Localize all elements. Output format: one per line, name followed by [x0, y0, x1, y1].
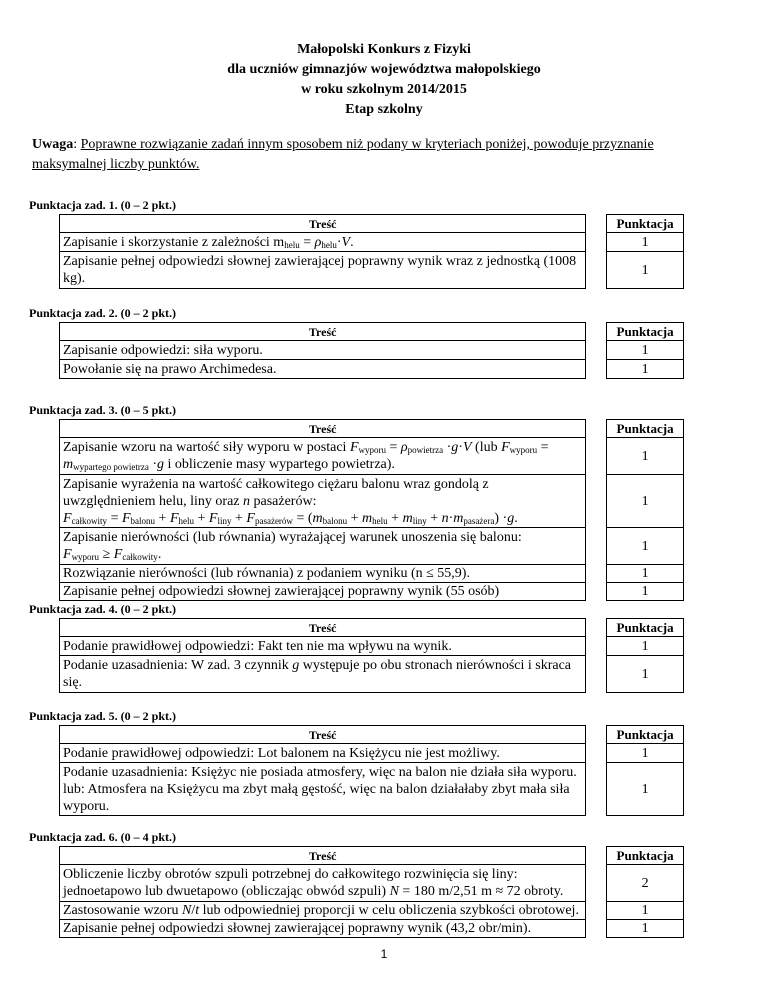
table-row	[60, 763, 684, 816]
criterion-points: 1	[607, 744, 684, 763]
table-row	[60, 920, 684, 938]
table-row	[60, 744, 684, 763]
criterion-points: 1	[607, 902, 684, 920]
scoring-table	[59, 725, 684, 816]
task-heading: Punktacja zad. 6. (0 – 4 pkt.)	[29, 830, 177, 844]
scoring-table	[59, 419, 684, 601]
table-row	[60, 902, 684, 920]
criterion-points: 1	[607, 341, 684, 360]
scoring-table	[59, 322, 684, 379]
column-header-points: Punktacja	[607, 420, 684, 438]
table-header-row	[60, 619, 684, 637]
column-header-content: Treść	[60, 847, 586, 865]
column-gap	[586, 865, 607, 902]
column-gap	[586, 847, 607, 865]
column-gap	[586, 528, 607, 565]
column-gap	[586, 583, 607, 601]
task-heading: Punktacja zad. 4. (0 – 2 pkt.)	[29, 602, 177, 616]
criterion-points: 1	[607, 252, 684, 289]
criterion-text: Zapisanie i skorzystanie z zależności $m_{helu} = \rho_{helu}\cdot V$.	[60, 233, 586, 252]
column-gap	[586, 252, 607, 289]
criterion-points: 1	[607, 763, 684, 816]
table-header-row	[60, 420, 684, 438]
page-number: 1	[380, 947, 388, 961]
criterion-points: 2	[607, 865, 684, 902]
criterion-text: Rozwiązanie nierówności (lub równania) z podaniem wyniku (n ≤ 55,9).	[60, 565, 586, 583]
column-header-content: Treść	[60, 726, 586, 744]
column-gap	[586, 726, 607, 744]
criterion-points: 1	[607, 360, 684, 379]
column-gap	[586, 763, 607, 816]
column-gap	[586, 656, 607, 693]
criterion-points: 1	[607, 656, 684, 693]
title-line-4: Etap szkolny	[345, 102, 423, 117]
table-row	[60, 528, 684, 565]
criterion-text: Podanie uzasadnienia: Księżyc nie posiada atmosfery, więc na balon nie działa siła wyporu. lub: Atmosfera na Księżycu ma zbyt małą gęstość, więc na balon działałaby zbyt mała siła wyporu.	[60, 763, 586, 816]
criterion-text: Podanie prawidłowej odpowiedzi: Lot balonem na Księżycu nie jest możliwy.	[60, 744, 586, 763]
scoring-table	[59, 618, 684, 693]
column-header-points: Punktacja	[607, 847, 684, 865]
column-gap	[586, 341, 607, 360]
criterion-points: 1	[607, 475, 684, 528]
column-gap	[586, 920, 607, 938]
criterion-points: 1	[607, 528, 684, 565]
table-row	[60, 565, 684, 583]
table-row	[60, 865, 684, 902]
column-gap	[586, 637, 607, 656]
scoring-table	[59, 846, 684, 938]
criterion-text: Zapisanie odpowiedzi: siła wyporu.	[60, 341, 586, 360]
table-row	[60, 475, 684, 528]
scoring-table	[59, 214, 684, 289]
criterion-text: Podanie prawidłowej odpowiedzi: Fakt ten nie ma wpływu na wynik.	[60, 637, 586, 656]
column-header-content: Treść	[60, 323, 586, 341]
column-gap	[586, 360, 607, 379]
column-gap	[586, 902, 607, 920]
column-gap	[586, 420, 607, 438]
criterion-text: Zapisanie pełnej odpowiedzi słownej zawierającej poprawny wynik (55 osób)	[60, 583, 586, 601]
table-row	[60, 233, 684, 252]
note-paragraph: Uwaga: Poprawne rozwiązanie zadań innym sposobem niż podany w kryteriach poniżej, powoduje przyznanie maksymalnej liczby punktów.	[32, 137, 654, 172]
column-header-points: Punktacja	[607, 215, 684, 233]
criterion-text: Zastosowanie wzoru N/t lub odpowiedniej proporcji w celu obliczenia szybkości obrotowej.	[60, 902, 586, 920]
column-header-content: Treść	[60, 215, 586, 233]
column-gap	[586, 565, 607, 583]
column-gap	[586, 475, 607, 528]
column-header-points: Punktacja	[607, 619, 684, 637]
criterion-points: 1	[607, 920, 684, 938]
note-text: Poprawne rozwiązanie zadań innym sposobem niż podany w kryteriach poniżej, powoduje przyznanie maksymalnej liczby punktów.	[32, 137, 654, 172]
column-gap	[586, 438, 607, 475]
table-row	[60, 637, 684, 656]
column-header-content: Treść	[60, 420, 586, 438]
criterion-text: Zapisanie nierówności (lub równania) wyrażającej warunek unoszenia się balonu: $F_{wyporu} \ge F_{całkowity}$.	[60, 528, 586, 565]
table-row	[60, 252, 684, 289]
column-gap	[586, 744, 607, 763]
table-header-row	[60, 726, 684, 744]
task-heading: Punktacja zad. 2. (0 – 2 pkt.)	[29, 306, 177, 320]
table-row	[60, 341, 684, 360]
table-header-row	[60, 847, 684, 865]
task-heading: Punktacja zad. 3. (0 – 5 pkt.)	[29, 403, 177, 417]
table-row	[60, 438, 684, 475]
table-row	[60, 656, 684, 693]
task-heading: Punktacja zad. 5. (0 – 2 pkt.)	[29, 709, 177, 723]
task-heading: Punktacja zad. 1. (0 – 2 pkt.)	[29, 198, 177, 212]
criterion-points: 1	[607, 637, 684, 656]
title-line-3: w roku szkolnym 2014/2015	[301, 82, 467, 97]
criterion-points: 1	[607, 583, 684, 601]
criterion-text: Powołanie się na prawo Archimedesa.	[60, 360, 586, 379]
column-gap	[586, 233, 607, 252]
criterion-text: Zapisanie wyrażenia na wartość całkowitego ciężaru balonu wraz gondolą z uwzględnieniem helu, liny oraz n pasażerów: $F_{całkowity} = F_{balonu} + F_{helu} + F_{liny} + F_{pasażerów} = (m_{balonu} + m_{helu} + m_{liny} + n\cdot m_{pasażera}) \cdot g$.	[60, 475, 586, 528]
column-gap	[586, 215, 607, 233]
column-header-points: Punktacja	[607, 323, 684, 341]
criterion-points: 1	[607, 438, 684, 475]
criterion-text: Obliczenie liczby obrotów szpuli potrzebnej do całkowitego rozwinięcia się liny: jednoetapowo lub dwuetapowo (obliczając obwód szpuli) N = 180 m/2,51 m ≈ 72 obroty.	[60, 865, 586, 902]
column-header-content: Treść	[60, 619, 586, 637]
title-line-1: Małopolski Konkurs z Fizyki	[297, 42, 471, 57]
criterion-points: 1	[607, 565, 684, 583]
criterion-text: Zapisanie pełnej odpowiedzi słownej zawierającej poprawny wynik (43,2 obr/min).	[60, 920, 586, 938]
column-header-points: Punktacja	[607, 726, 684, 744]
criterion-text: Podanie uzasadnienia: W zad. 3 czynnik g występuje po obu stronach nierówności i skraca się.	[60, 656, 586, 693]
table-row	[60, 360, 684, 379]
column-gap	[586, 323, 607, 341]
table-header-row	[60, 323, 684, 341]
table-row	[60, 583, 684, 601]
criterion-points: 1	[607, 233, 684, 252]
table-header-row	[60, 215, 684, 233]
title-line-2: dla uczniów gimnazjów województwa małopolskiego	[227, 62, 541, 77]
column-gap	[586, 619, 607, 637]
document-title	[0, 40, 768, 120]
criterion-text: Zapisanie pełnej odpowiedzi słownej zawierającej poprawny wynik wraz z jednostką (1008 kg).	[60, 252, 586, 289]
criterion-text: Zapisanie wzoru na wartość siły wyporu w postaci $F_{wyporu} = \rho_{powietrza} \cdot g\cdot V$ (lub $F_{wyporu} = m_{wypartego powietrza} \cdot g$ i obliczenie masy wypartego powietrza).	[60, 438, 586, 475]
note-label: Uwaga	[32, 137, 74, 152]
